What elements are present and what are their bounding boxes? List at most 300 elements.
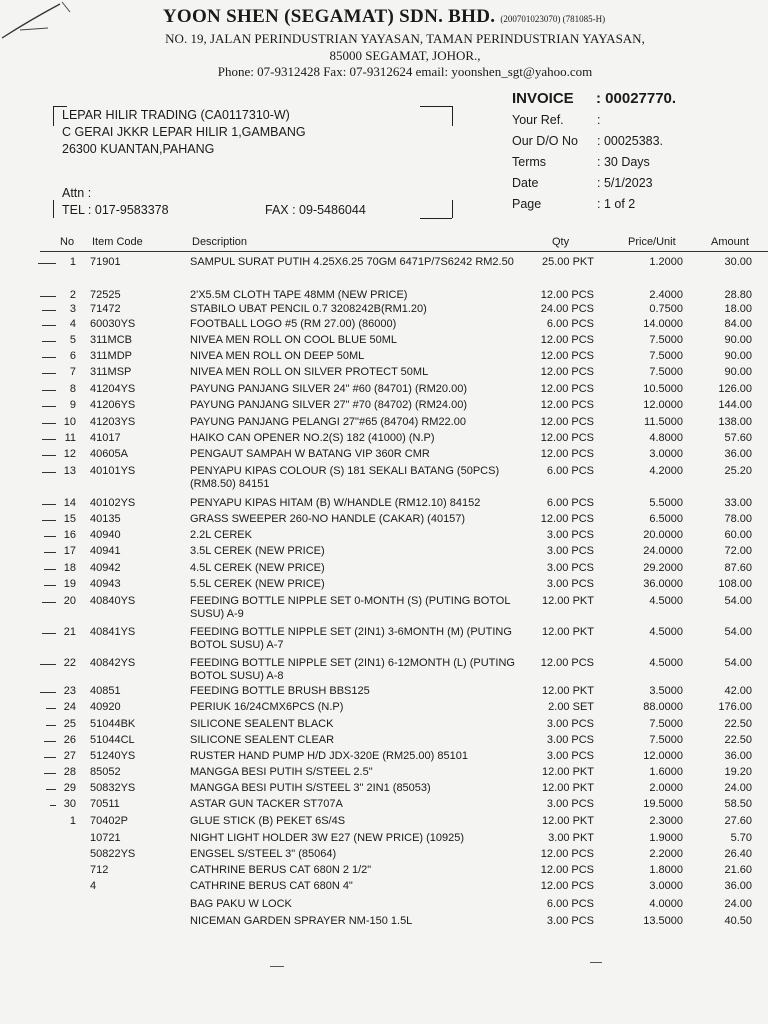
check-tick-mark (44, 552, 56, 553)
row-no: 23 (63, 685, 76, 697)
description: SAMPUL SURAT PUTIH 4.25X6.25 70GM 6471P/7S6242 RM2.50 (190, 256, 514, 268)
table-row (0, 718, 768, 732)
unit-price: 6.5000 (649, 513, 683, 525)
description: NICEMAN GARDEN SPRAYER NM-150 1.5L (190, 915, 413, 927)
header-description: Description (192, 236, 248, 248)
customer-bracket-right-line (420, 106, 452, 107)
quantity: 3.00 PCS (546, 562, 594, 574)
company-reg-no: (200701023070) (781085-H) (500, 14, 606, 24)
unit-price: 3.0000 (649, 880, 683, 892)
quantity: 3.00 PCS (546, 529, 594, 541)
amount: 27.60 (724, 815, 752, 827)
quantity: 3.00 PCS (546, 750, 594, 762)
header-rule (40, 251, 768, 252)
unit-price: 11.5000 (644, 416, 683, 428)
table-row (0, 848, 768, 862)
amount: 22.50 (724, 718, 752, 730)
unit-price: 2.0000 (649, 782, 683, 794)
amount: 33.00 (724, 497, 752, 509)
meta-value: : 1 of 2 (597, 197, 636, 211)
check-tick-mark (42, 504, 56, 505)
amount: 72.00 (724, 545, 752, 557)
table-row (0, 529, 768, 543)
check-tick-mark (42, 520, 56, 521)
unit-price: 2.4000 (649, 289, 683, 301)
amount: 30.00 (724, 256, 752, 268)
item-code: 40940 (90, 529, 121, 541)
unit-price: 7.5000 (649, 718, 683, 730)
row-no: 11 (64, 432, 76, 444)
description: FEEDING BOTTLE NIPPLE SET 0-MONTH (S) (PUTING BOTOL SUSU) A-9 (190, 595, 511, 620)
quantity: 3.00 PCS (546, 578, 594, 590)
quantity: 12.00 PCS (540, 864, 594, 876)
quantity: 12.00 PCS (540, 383, 594, 395)
amount: 36.00 (724, 448, 752, 460)
meta-label: Terms (512, 155, 547, 169)
unit-price: 7.5000 (649, 734, 683, 746)
description: 3.5L CEREK (NEW PRICE) (190, 545, 325, 557)
table-row (0, 657, 768, 682)
amount: 19.20 (724, 766, 752, 778)
meta-value: : (597, 113, 601, 127)
item-code: 85052 (90, 766, 121, 778)
company-name: YOON SHEN (SEGAMAT) SDN. BHD. (162, 6, 496, 27)
table-row (0, 513, 768, 527)
quantity: 12.00 PKT (542, 626, 594, 638)
check-tick-mark (42, 472, 56, 473)
table-row (0, 595, 768, 620)
item-code: 40101YS (90, 465, 136, 477)
quantity: 3.00 PCS (546, 798, 594, 810)
amount: 138.00 (718, 416, 752, 428)
item-code: 41204YS (90, 383, 136, 395)
table-row (0, 766, 768, 780)
invoice-number: : 00027770. (596, 90, 677, 107)
quantity: 6.00 PCS (546, 318, 594, 330)
header-qty: Qty (552, 236, 570, 248)
company-contact: Phone: 07-9312428 Fax: 07-9312624 email: yoonshen_sgt@yahoo.com (217, 64, 593, 79)
table-row (0, 256, 768, 270)
table-row (0, 350, 768, 364)
row-no: 27 (63, 750, 76, 762)
description: SILICONE SEALENT BLACK (190, 718, 334, 730)
unit-price: 14.0000 (643, 318, 683, 330)
row-no: 24 (63, 701, 76, 713)
quantity: 12.00 PKT (542, 595, 594, 607)
item-code: 70402P (90, 815, 128, 827)
unit-price: 20.0000 (643, 529, 683, 541)
item-code: 311MSP (90, 366, 132, 378)
amount: 36.00 (724, 750, 752, 762)
check-tick-mark (42, 325, 56, 326)
quantity: 12.00 PCS (540, 334, 594, 346)
customer-address2: 26300 KUANTAN,PAHANG (62, 142, 215, 156)
table-row (0, 685, 768, 699)
amount: 26.40 (724, 848, 752, 860)
row-no: 18 (63, 562, 76, 574)
unit-price: 10.5000 (643, 383, 683, 395)
item-code: 10721 (90, 832, 121, 844)
header-no: No (60, 236, 75, 248)
quantity: 12.00 PKT (542, 766, 594, 778)
unit-price: 7.5000 (649, 350, 683, 362)
amount: 90.00 (724, 334, 752, 346)
check-tick-mark (42, 455, 56, 456)
description: 5.5L CEREK (NEW PRICE) (190, 578, 325, 590)
item-code: 41203YS (90, 416, 136, 428)
unit-price: 1.2000 (649, 256, 683, 268)
check-tick-mark (40, 692, 56, 693)
row-no: 2 (69, 289, 76, 301)
amount: 5.70 (730, 832, 752, 844)
header-amount: Amount (711, 236, 749, 248)
row-no: 25 (63, 718, 76, 730)
row-no: 21 (63, 626, 76, 638)
table-row (0, 383, 768, 397)
row-no: 16 (63, 529, 76, 541)
row-no: 28 (63, 766, 76, 778)
description: PENGAUT SAMPAH W BATANG VIP 360R CMR (190, 448, 430, 460)
description: GLUE STICK (B) PEKET 6S/4S (190, 815, 346, 827)
check-tick-mark (42, 602, 56, 603)
amount: 54.00 (724, 626, 752, 638)
check-tick-mark (40, 664, 56, 665)
description: 4.5L CEREK (NEW PRICE) (190, 562, 325, 574)
amount: 57.60 (724, 432, 752, 444)
meta-label: Our D/O No (512, 134, 578, 148)
quantity: 6.00 PCS (546, 898, 594, 910)
row-no: 26 (63, 734, 76, 746)
customer-name: LEPAR HILIR TRADING (CA0117310-W) (62, 108, 290, 122)
item-code: 72525 (90, 289, 121, 301)
item-code: 40851 (90, 685, 121, 697)
table-row (0, 432, 768, 446)
unit-price: 19.5000 (643, 798, 683, 810)
row-no: 12 (63, 448, 76, 460)
table-row (0, 465, 768, 490)
table-row (0, 399, 768, 413)
table-row (0, 915, 768, 929)
quantity: 6.00 PCS (546, 465, 594, 477)
check-tick-mark (46, 725, 56, 726)
quantity: 25.00 PKT (542, 256, 594, 268)
unit-price: 4.5000 (649, 657, 683, 669)
amount: 84.00 (724, 318, 752, 330)
row-no: 30 (63, 798, 76, 810)
scan-mark-icon (0, 0, 90, 60)
description: RUSTER HAND PUMP H/D JDX-320E (RM25.00) 85101 (190, 750, 468, 762)
unit-price: 0.7500 (649, 303, 683, 315)
item-code: 311MDP (90, 350, 132, 362)
unit-price: 3.5000 (649, 685, 683, 697)
table-row (0, 366, 768, 380)
check-tick-mark (42, 373, 56, 374)
table-row (0, 626, 768, 651)
amount: 90.00 (724, 366, 752, 378)
description: PAYUNG PANJANG PELANGI 27"#65 (84704) RM22.00 (190, 416, 466, 428)
quantity: 12.00 PCS (540, 289, 594, 301)
row-no: 4 (69, 318, 76, 330)
check-tick-mark (42, 406, 56, 407)
description: NIVEA MEN ROLL ON COOL BLUE 50ML (190, 334, 398, 346)
item-code: 40842YS (90, 657, 136, 669)
quantity: 12.00 PKT (542, 815, 594, 827)
meta-value: : 00025383. (597, 134, 664, 148)
company-header (0, 6, 768, 28)
table-row (0, 545, 768, 559)
row-no: 6 (69, 350, 76, 362)
table-row (0, 289, 768, 303)
meta-value: : 5/1/2023 (597, 176, 653, 190)
description: PERIUK 16/24CMX6PCS (N.P) (190, 701, 344, 713)
quantity: 6.00 PCS (546, 497, 594, 509)
row-no: 1 (69, 815, 76, 827)
description: PAYUNG PANJANG SILVER 24" #60 (84701) (RM20.00) (190, 383, 467, 395)
unit-price: 7.5000 (649, 366, 683, 378)
unit-price: 2.2000 (649, 848, 683, 860)
unit-price: 3.0000 (649, 448, 683, 460)
amount: 22.50 (724, 734, 752, 746)
customer-bracket-top-line (53, 106, 67, 107)
unit-price: 1.6000 (649, 766, 683, 778)
meta-label: Page (512, 197, 542, 211)
amount: 24.00 (724, 898, 752, 910)
check-tick-mark (42, 439, 56, 440)
item-code: 40135 (90, 513, 121, 525)
check-tick-mark (42, 390, 56, 391)
row-no: 14 (63, 497, 76, 509)
description: PENYAPU KIPAS COLOUR (S) 181 SEKALI BATANG (50PCS) (RM8.50) 84151 (190, 465, 500, 490)
description: MANGGA BESI PUTIH S/STEEL 2.5" (190, 766, 373, 778)
customer-bracket-top (53, 106, 54, 126)
row-no: 15 (63, 513, 76, 525)
table-row (0, 734, 768, 748)
table-row (0, 898, 768, 912)
check-tick-mark (46, 789, 56, 790)
description: PENYAPU KIPAS HITAM (B) W/HANDLE (RM12.10) 84152 (190, 497, 481, 509)
check-tick-mark (42, 633, 56, 634)
customer-tel: TEL : 017-9583378 (62, 203, 169, 217)
invoice-title: INVOICE (512, 90, 574, 107)
description: FEEDING BOTTLE BRUSH BBS125 (190, 685, 370, 697)
description: NIVEA MEN ROLL ON SILVER PROTECT 50ML (190, 366, 429, 378)
meta-label: Your Ref. (512, 113, 564, 127)
item-code: 71472 (90, 303, 121, 315)
table-row (0, 578, 768, 592)
check-tick-mark (44, 585, 56, 586)
item-code: 40840YS (90, 595, 136, 607)
check-tick-mark (44, 569, 56, 570)
item-code: 50822YS (90, 848, 136, 860)
quantity: 24.00 PCS (540, 303, 594, 315)
quantity: 12.00 PCS (540, 513, 594, 525)
amount: 87.60 (724, 562, 752, 574)
row-no: 19 (63, 578, 76, 590)
table-row (0, 562, 768, 576)
customer-bracket-bottom-right (452, 200, 453, 218)
item-code: 70511 (90, 798, 120, 810)
unit-price: 5.5000 (649, 497, 683, 509)
description: CATHRINE BERUS CAT 680N 2 1/2" (190, 864, 372, 876)
header-item-code: Item Code (92, 236, 143, 248)
quantity: 3.00 PCS (546, 915, 594, 927)
item-code: 40102YS (90, 497, 136, 509)
description: FEEDING BOTTLE NIPPLE SET (2IN1) 6-12MONTH (L) (PUTING BOTOL SUSU) A-8 (190, 657, 515, 682)
check-tick-mark (42, 357, 56, 358)
item-code: 41206YS (90, 399, 136, 411)
amount: 54.00 (724, 595, 752, 607)
table-row (0, 815, 768, 829)
amount: 25.20 (724, 465, 752, 477)
description: BAG PAKU W LOCK (190, 898, 292, 910)
unit-price: 13.5000 (643, 915, 683, 927)
quantity: 12.00 PCS (540, 416, 594, 428)
unit-price: 1.8000 (649, 864, 683, 876)
amount: 21.60 (724, 864, 752, 876)
quantity: 3.00 PCS (546, 734, 594, 746)
description: ENGSEL S/STEEL 3" (85064) (190, 848, 337, 860)
table-row (0, 701, 768, 715)
quantity: 12.00 PCS (540, 432, 594, 444)
table-row (0, 334, 768, 348)
scan-smudge (270, 966, 284, 967)
item-code: 40841YS (90, 626, 136, 638)
amount: 78.00 (724, 513, 752, 525)
item-code: 40605A (90, 448, 128, 460)
unit-price: 29.2000 (643, 562, 683, 574)
quantity: 12.00 PCS (540, 848, 594, 860)
customer-fax: FAX : 09-5486044 (265, 203, 366, 217)
company-address-line2: 85000 SEGAMAT, JOHOR., (329, 48, 481, 63)
item-code: 71901 (90, 256, 121, 268)
amount: 54.00 (724, 657, 752, 669)
item-code: 40941 (90, 545, 121, 557)
row-no: 1 (69, 256, 76, 268)
table-row (0, 750, 768, 764)
meta-value: : 30 Days (597, 155, 650, 169)
item-code: 4 (90, 880, 97, 892)
unit-price: 4.5000 (649, 595, 683, 607)
meta-label: Date (512, 176, 539, 190)
quantity: 3.00 PCS (546, 545, 594, 557)
scan-smudge (590, 962, 602, 963)
row-no: 20 (63, 595, 76, 607)
row-no: 5 (69, 334, 76, 346)
amount: 24.00 (724, 782, 752, 794)
quantity: 3.00 PCS (546, 718, 594, 730)
amount: 58.50 (724, 798, 752, 810)
item-code: 311MCB (90, 334, 132, 346)
check-tick-mark (40, 296, 56, 297)
amount: 40.50 (724, 915, 752, 927)
item-code: 40942 (90, 562, 121, 574)
customer-bracket-bottom-line (420, 218, 452, 219)
description: NIGHT LIGHT HOLDER 3W E27 (NEW PRICE) (10925) (190, 832, 465, 844)
check-tick-mark (42, 341, 56, 342)
amount: 144.00 (718, 399, 752, 411)
item-code: 40920 (90, 701, 121, 713)
header-price-unit: Price/Unit (628, 236, 676, 248)
amount: 28.80 (724, 289, 752, 301)
item-code: 51044CL (90, 734, 135, 746)
description: STABILO UBAT PENCIL 0.7 3208242B(RM1.20) (190, 303, 427, 315)
customer-bracket-bottom (53, 200, 54, 218)
table-row (0, 497, 768, 511)
amount: 176.00 (718, 701, 752, 713)
row-no: 22 (63, 657, 76, 669)
table-row (0, 782, 768, 796)
row-no: 7 (69, 366, 76, 378)
amount: 42.00 (724, 685, 752, 697)
unit-price: 88.0000 (643, 701, 683, 713)
row-no: 17 (63, 545, 76, 557)
description: MANGGA BESI PUTIH S/STEEL 3" 2IN1 (85053) (190, 782, 431, 794)
description: PAYUNG PANJANG SILVER 27" #70 (84702) (RM24.00) (190, 399, 467, 411)
quantity: 12.00 PCS (540, 366, 594, 378)
description: HAIKO CAN OPENER NO.2(S) 182 (41000) (N.P) (190, 432, 435, 444)
table-row (0, 303, 768, 317)
customer-bracket-right (452, 106, 453, 126)
check-tick-mark (42, 423, 56, 424)
row-no: 10 (63, 416, 76, 428)
unit-price: 4.8000 (649, 432, 683, 444)
amount: 90.00 (724, 350, 752, 362)
check-tick-mark (44, 741, 56, 742)
unit-price: 4.2000 (649, 465, 683, 477)
quantity: 12.00 PCS (540, 880, 594, 892)
description: FEEDING BOTTLE NIPPLE SET (2IN1) 3-6MONTH (M) (PUTING BOTOL SUSU) A-7 (190, 626, 512, 651)
item-code: 41017 (90, 432, 121, 444)
quantity: 3.00 PKT (548, 832, 594, 844)
table-row (0, 416, 768, 430)
table-row (0, 864, 768, 878)
description: NIVEA MEN ROLL ON DEEP 50ML (190, 350, 365, 362)
unit-price: 12.0000 (643, 399, 683, 411)
item-code: 50832YS (90, 782, 136, 794)
amount: 126.00 (718, 383, 752, 395)
table-row (0, 318, 768, 332)
unit-price: 7.5000 (649, 334, 683, 346)
unit-price: 4.5000 (649, 626, 683, 638)
unit-price: 24.0000 (643, 545, 683, 557)
unit-price: 1.9000 (649, 832, 683, 844)
unit-price: 36.0000 (643, 578, 683, 590)
table-row (0, 448, 768, 462)
description: 2.2L CEREK (190, 529, 252, 541)
check-tick-mark (44, 536, 56, 537)
table-row (0, 798, 768, 812)
table-row (0, 832, 768, 846)
quantity: 12.00 PCS (540, 657, 594, 669)
customer-address1: C GERAI JKKR LEPAR HILIR 1,GAMBANG (62, 125, 306, 139)
amount: 36.00 (724, 880, 752, 892)
item-code: 60030YS (90, 318, 136, 330)
item-code: 40943 (90, 578, 121, 590)
row-no: 9 (69, 399, 76, 411)
quantity: 12.00 PCS (540, 399, 594, 411)
description: ASTAR GUN TACKER ST707A (190, 798, 343, 810)
check-tick-mark (50, 805, 56, 806)
description: 2'X5.5M CLOTH TAPE 48MM (NEW PRICE) (190, 289, 408, 301)
amount: 108.00 (718, 578, 752, 590)
company-address-line1: NO. 19, JALAN PERINDUSTRIAN YAYASAN, TAMAN PERINDUSTRIAN YAYASAN, (165, 31, 645, 46)
unit-price: 4.0000 (649, 898, 683, 910)
table-row (0, 880, 768, 894)
check-tick-mark (44, 773, 56, 774)
description: GRASS SWEEPER 260-NO HANDLE (CAKAR) (40157) (190, 513, 466, 525)
check-tick-mark (44, 757, 56, 758)
quantity: 12.00 PCS (540, 350, 594, 362)
